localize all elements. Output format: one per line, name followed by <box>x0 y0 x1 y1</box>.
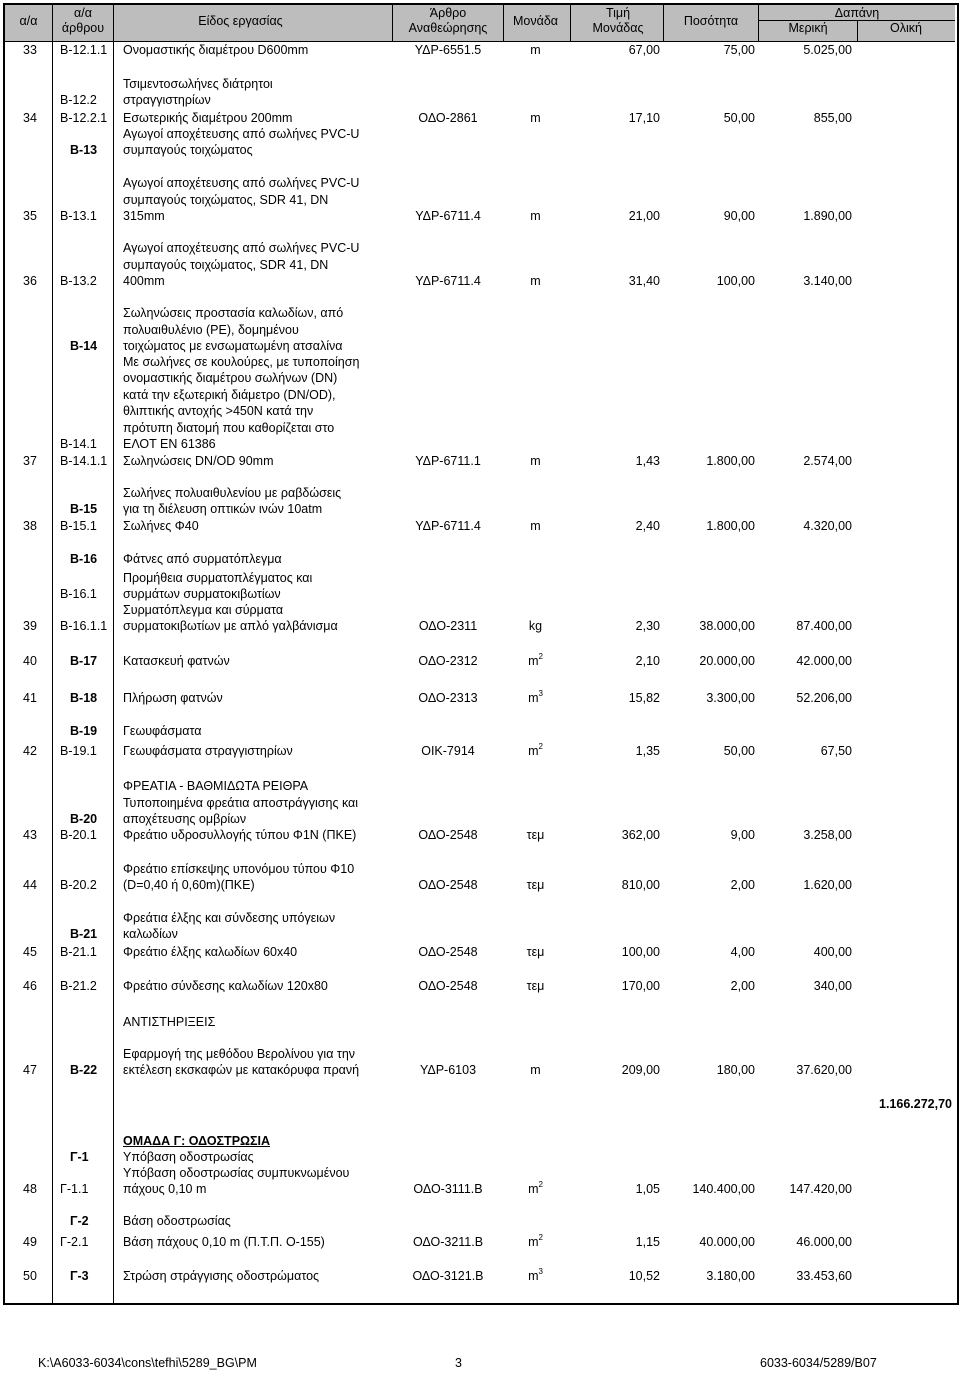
quantity: 10,52 <box>628 1269 660 1283</box>
article-code: Β-14 <box>70 339 98 353</box>
article-code: Γ-3 <box>70 1269 89 1283</box>
unit-symbol: m <box>530 1063 541 1077</box>
quantity: 209,00 <box>621 1063 660 1077</box>
work-description-line: Γεωυφάσματα <box>123 724 202 738</box>
quantity: 1,15 <box>635 1235 660 1249</box>
work-description-line: αποχέτευσης ομβρίων <box>123 812 247 826</box>
work-description-line: Σωλήνες πολυαιθυλενίου με ραβδώσεις <box>123 485 342 500</box>
header-aa-arthrou-2: άρθρου <box>61 21 105 35</box>
unit-symbol: m <box>528 1235 539 1249</box>
row-number: 40 <box>23 654 37 668</box>
revision-article: ΟΔΟ-2548 <box>418 878 478 892</box>
work-description-line: Τυποποιημένα φρεάτια αποστράγγισης και <box>123 795 359 810</box>
work-description-line: Φρεάτιο σύνδεσης καλωδίων 120x80 <box>123 979 328 993</box>
article-code: Β-20 <box>70 812 98 826</box>
total-cost: 1.166.272,70 <box>879 1097 952 1111</box>
row-number: 48 <box>23 1182 37 1196</box>
unit <box>503 619 568 634</box>
article-code: Β-20.2 <box>60 878 97 892</box>
quantity: 67,00 <box>628 43 660 57</box>
work-description-line: πάχους 0,10 m <box>123 1182 207 1196</box>
article-code: Β-18 <box>70 691 98 705</box>
quantity: 1,43 <box>635 454 660 468</box>
partial-cost: 2.574,00 <box>803 454 852 468</box>
work-description-line: (D=0,40 ή 0,60m)(ΠΚΕ) <box>123 878 255 892</box>
partial-cost: 855,00 <box>813 111 852 125</box>
work-description-line: Φάτνες από συρματόπλεγμα <box>123 552 282 566</box>
work-description-line: ΑΝΤΙΣΤΗΡΙΞΕΙΣ <box>123 1015 216 1029</box>
work-description-line: Σωλήνες Φ40 <box>123 519 199 533</box>
boq-sheet <box>3 3 957 1303</box>
row-number: 49 <box>23 1235 37 1249</box>
article-code: Β-13.1 <box>60 209 97 223</box>
quantity: 15,82 <box>628 691 660 705</box>
row-number: 39 <box>23 619 37 633</box>
work-description-line: Πλήρωση φατνών <box>123 691 223 705</box>
unit <box>503 741 568 759</box>
unit <box>503 945 568 960</box>
article-code: Β-20.1 <box>60 828 97 842</box>
unit-price: 4,00 <box>730 945 755 959</box>
unit-symbol: m <box>530 209 541 223</box>
article-code: Β-17 <box>70 654 98 668</box>
work-description-line: εκτέλεση εκσκαφών με κατακόρυφα πρανή <box>123 1063 360 1077</box>
revision-article: ΥΔΡ-6711.4 <box>415 519 481 533</box>
unit <box>503 688 568 706</box>
partial-cost: 87.400,00 <box>796 619 852 633</box>
footer-page-number: 3 <box>455 1356 462 1370</box>
work-description-line: ονομαστικής διαμέτρου σωλήνων (DN) <box>123 371 338 385</box>
quantity: 1,35 <box>635 744 660 758</box>
quantity: 21,00 <box>628 209 660 223</box>
row-number: 34 <box>23 111 37 125</box>
article-code: Β-19 <box>70 724 98 738</box>
article-code: Β-21.1 <box>60 945 97 959</box>
row-number: 44 <box>23 878 37 892</box>
work-description-line: Εφαρμογή της μεθόδου Βερολίνου για την <box>123 1046 356 1061</box>
header-timi-1: Τιμή <box>605 6 631 20</box>
work-description-line: Υπόβαση οδοστρωσίας <box>123 1150 254 1164</box>
unit-symbol: kg <box>528 619 543 633</box>
work-description-line: Αγωγοί αποχέτευσης από σωλήνες PVC-U <box>123 241 360 255</box>
work-description-line: ΦΡΕΑΤΙΑ - ΒΑΘΜΙΔΩΤΑ ΡΕΙΘΡΑ <box>123 779 309 793</box>
partial-cost: 33.453,60 <box>796 1269 852 1283</box>
header-oliki: Ολική <box>890 21 922 35</box>
revision-article: ΟΔΟ-3111.Β <box>413 1182 483 1196</box>
quantity: 31,40 <box>628 274 660 288</box>
article-code: Β-16.1 <box>60 587 97 601</box>
work-description-line: Συρματόπλεγμα και σύρματα <box>123 602 284 617</box>
row-number: 43 <box>23 828 37 842</box>
partial-cost: 37.620,00 <box>796 1063 852 1077</box>
partial-cost: 42.000,00 <box>796 654 852 668</box>
article-code: Β-12.2.1 <box>60 111 108 125</box>
unit-price: 2,00 <box>730 979 755 993</box>
partial-cost: 3.140,00 <box>803 274 852 288</box>
unit-price: 75,00 <box>723 43 755 57</box>
work-description-line: συμπαγούς τοιχώματος <box>123 143 253 157</box>
header-meriki: Μερική <box>788 21 828 35</box>
work-description-line: Τσιμεντοσωλήνες διάτρητοι <box>123 76 273 91</box>
quantity: 362,00 <box>621 828 660 842</box>
unit-price: 50,00 <box>723 111 755 125</box>
unit <box>503 1063 568 1078</box>
work-description-line: κατά την εξωτερική διάμετρο (DN/OD), <box>123 387 336 402</box>
article-code: Γ-1.1 <box>60 1182 89 1196</box>
row-number: 45 <box>23 945 37 959</box>
unit-price: 1.800,00 <box>706 519 755 533</box>
quantity: 2,40 <box>635 519 660 533</box>
header-dapani: Δαπάνη <box>834 6 880 20</box>
unit-symbol: τεμ <box>526 945 545 959</box>
partial-cost: 3.258,00 <box>803 828 852 842</box>
unit-price: 90,00 <box>723 209 755 223</box>
row-number: 36 <box>23 274 37 288</box>
row-number: 47 <box>23 1063 37 1077</box>
revision-article: ΟΙΚ-7914 <box>421 744 475 758</box>
work-description-line: Βάση οδοστρωσίας <box>123 1214 231 1228</box>
unit <box>503 111 568 126</box>
row-number: 35 <box>23 209 37 223</box>
article-code: Β-21.2 <box>60 979 97 993</box>
article-code: Γ-2.1 <box>60 1235 89 1249</box>
work-description-line: 315mm <box>123 209 165 223</box>
unit-symbol: m <box>530 43 541 57</box>
unit-price: 50,00 <box>723 744 755 758</box>
revision-article: ΟΔΟ-2548 <box>418 945 478 959</box>
partial-cost: 340,00 <box>813 979 852 993</box>
article-code: Β-13.2 <box>60 274 97 288</box>
work-description-line: συμπαγούς τοιχώματος, SDR 41, DN <box>123 192 329 207</box>
header-aa-arthrou-1: α/α <box>74 6 92 20</box>
unit <box>503 519 568 534</box>
unit-price: 100,00 <box>716 274 755 288</box>
work-description-line: καλωδίων <box>123 927 178 941</box>
work-description-line: συμπαγούς τοιχώματος, SDR 41, DN <box>123 257 329 272</box>
article-code: Β-12.2 <box>60 93 97 107</box>
unit-price: 20.000,00 <box>699 654 755 668</box>
quantity: 100,00 <box>621 945 660 959</box>
row-number: 33 <box>23 43 37 57</box>
partial-cost: 4.320,00 <box>803 519 852 533</box>
article-code: Β-15 <box>70 502 98 516</box>
work-description-line: Κατασκευή φατνών <box>123 654 230 668</box>
work-description-line: συρματοκιβωτίων με απλό γαλβάνισμα <box>123 619 338 633</box>
unit-price: 9,00 <box>730 828 755 842</box>
unit-exponent: 3 <box>538 1266 543 1276</box>
article-code: Β-15.1 <box>60 519 97 533</box>
unit <box>503 651 568 669</box>
revision-article: ΥΔΡ-6711.4 <box>415 274 481 288</box>
work-description-line: 400mm <box>123 274 165 288</box>
revision-article: ΟΔΟ-2548 <box>418 979 478 993</box>
header-monada: Μονάδα <box>512 14 559 28</box>
work-description-line: Φρεάτιο έλξης καλωδίων 60x40 <box>123 945 298 959</box>
unit <box>503 1179 568 1197</box>
work-description-line: συρμάτων συρματοκιβωτίων <box>123 587 281 601</box>
quantity: 1,05 <box>635 1182 660 1196</box>
article-code: Β-19.1 <box>60 744 97 758</box>
unit <box>503 43 568 58</box>
row-number: 38 <box>23 519 37 533</box>
unit-symbol: m <box>530 519 541 533</box>
revision-article: ΥΔΡ-6103 <box>419 1063 477 1077</box>
header-arthro-2: Αναθεώρησης <box>408 21 488 35</box>
unit-price: 3.180,00 <box>706 1269 755 1283</box>
work-description-line: Γεωυφάσματα στραγγιστηρίων <box>123 744 293 758</box>
header-aa: α/α <box>19 14 38 28</box>
unit-symbol: m <box>528 691 539 705</box>
article-code: Β-13 <box>70 143 98 157</box>
work-description-line: Με σωλήνες σε κουλούρες, με τυποποίηση <box>123 354 360 369</box>
unit-symbol: m <box>528 1269 539 1283</box>
unit <box>503 274 568 289</box>
work-description-line: ΕΛΟΤ ΕΝ 61386 <box>123 437 216 451</box>
work-description-line: Προμήθεια συρματοπλέγματος και <box>123 570 313 585</box>
revision-article: ΥΔΡ-6711.1 <box>415 454 481 468</box>
article-code: Β-14.1.1 <box>60 454 108 468</box>
work-description-line: Σωληνώσεις προστασία καλωδίων, από <box>123 306 344 320</box>
partial-cost: 147.420,00 <box>789 1182 852 1196</box>
quantity: 810,00 <box>621 878 660 892</box>
unit-exponent: 2 <box>538 1232 543 1242</box>
row-number: 50 <box>23 1269 37 1283</box>
work-description-line: Αγωγοί αποχέτευσης από σωλήνες PVC-U <box>123 126 360 141</box>
unit-exponent: 2 <box>538 651 543 661</box>
work-description-line: πολυαιθυλένιο (PE), δομημένου <box>123 322 299 337</box>
unit-exponent: 2 <box>538 741 543 751</box>
footer-path: K:\A6033-6034\cons\tefhi\5289_BG\PM <box>38 1356 257 1370</box>
revision-article: ΟΔΟ-2313 <box>418 691 478 705</box>
revision-article: ΟΔΟ-2548 <box>418 828 478 842</box>
partial-cost: 46.000,00 <box>796 1235 852 1249</box>
revision-article: ΟΔΟ-2311 <box>418 619 478 633</box>
work-description-line: Εσωτερικής διαμέτρου 200mm <box>123 111 293 125</box>
work-description-line: πρότυπη διατομή που καθορίζεται στο <box>123 420 335 435</box>
article-code: Γ-1 <box>70 1150 89 1164</box>
unit-symbol: τεμ <box>526 828 545 842</box>
unit-symbol: τεμ <box>526 878 545 892</box>
revision-article: ΥΔΡ-6551.5 <box>414 43 482 57</box>
unit-symbol: τεμ <box>526 979 545 993</box>
revision-article: ΟΔΟ-2312 <box>418 654 478 668</box>
unit-symbol: m <box>528 654 539 668</box>
work-description-line: Ονομαστικής διαμέτρου D600mm <box>123 43 309 57</box>
work-description-line: Φρεάτια έλξης και σύνδεσης υπόγειων <box>123 910 336 925</box>
unit-price: 38.000,00 <box>699 619 755 633</box>
unit-exponent: 3 <box>538 688 543 698</box>
article-code: Β-16.1.1 <box>60 619 108 633</box>
article-code: Γ-2 <box>70 1214 89 1228</box>
article-code: Β-21 <box>70 927 98 941</box>
unit-symbol: m <box>530 111 541 125</box>
unit-price: 140.400,00 <box>692 1182 755 1196</box>
quantity: 2,10 <box>635 654 660 668</box>
work-description-line: Σωληνώσεις DN/OD 90mm <box>123 454 274 468</box>
revision-article: ΟΔΟ-3121.Β <box>412 1269 484 1283</box>
article-code: Β-22 <box>70 1063 98 1077</box>
footer-reference: 6033-6034/5289/B07 <box>760 1356 877 1370</box>
quantity: 17,10 <box>628 111 660 125</box>
row-number: 37 <box>23 454 37 468</box>
work-description-line: Φρεάτιο υδροσυλλογής τύπου Φ1Ν (ΠΚΕ) <box>123 828 357 842</box>
header-eidos: Είδος εργασίας <box>198 14 283 28</box>
unit-symbol: m <box>530 274 541 288</box>
unit-exponent: 2 <box>538 1179 543 1189</box>
row-number: 42 <box>23 744 37 758</box>
unit-price: 3.300,00 <box>706 691 755 705</box>
work-description-line: ΟΜΑΔΑ Γ: ΟΔΟΣΤΡΩΣΙΑ <box>123 1133 271 1148</box>
unit-symbol: m <box>528 744 539 758</box>
header-timi-2: Μονάδας <box>592 21 644 35</box>
partial-cost: 5.025,00 <box>803 43 852 57</box>
unit <box>503 878 568 893</box>
unit <box>503 1232 568 1250</box>
work-description-line: για τη διέλευση οπτικών ινών 10atm <box>123 502 323 516</box>
header-arthro-1: Άρθρο <box>429 6 467 20</box>
unit <box>503 828 568 843</box>
partial-cost: 1.890,00 <box>803 209 852 223</box>
unit-price: 1.800,00 <box>706 454 755 468</box>
work-description-line: τοιχώματος με ενσωματωμένη ατσαλίνα <box>123 339 343 353</box>
work-description-line: στραγγιστηρίων <box>123 93 211 107</box>
partial-cost: 67,50 <box>820 744 852 758</box>
partial-cost: 400,00 <box>813 945 852 959</box>
unit <box>503 979 568 994</box>
row-number: 41 <box>23 691 37 705</box>
unit-price: 40.000,00 <box>699 1235 755 1249</box>
work-description-line: Υπόβαση οδοστρωσίας συμπυκνωμένου <box>123 1165 350 1180</box>
quantity: 2,30 <box>635 619 660 633</box>
revision-article: ΟΔΟ-2861 <box>418 111 478 125</box>
work-description-line: Αγωγοί αποχέτευσης από σωλήνες PVC-U <box>123 176 360 190</box>
revision-article: ΟΔΟ-3211.Β <box>412 1235 484 1249</box>
unit-symbol: m <box>530 454 541 468</box>
partial-cost: 1.620,00 <box>803 878 852 892</box>
row-number: 46 <box>23 979 37 993</box>
work-description-line: Στρώση στράγγισης οδοστρώματος <box>123 1269 320 1283</box>
article-code: Β-14.1 <box>60 437 97 451</box>
quantity: 170,00 <box>621 979 660 993</box>
header-posotita: Ποσότητα <box>683 14 739 28</box>
article-code: Β-12.1.1 <box>60 43 108 57</box>
unit <box>503 209 568 224</box>
work-description-line: θλιπτικής αντοχής >450N κατά την <box>123 404 314 418</box>
work-description-line: Φρεάτιο επίσκεψης υπονόμου τύπου Φ10 <box>123 861 355 876</box>
partial-cost: 52.206,00 <box>796 691 852 705</box>
unit-price: 2,00 <box>730 878 755 892</box>
unit-price: 180,00 <box>716 1063 755 1077</box>
unit <box>503 1266 568 1284</box>
unit-symbol: m <box>528 1182 539 1196</box>
article-code: Β-16 <box>70 552 98 566</box>
unit <box>503 454 568 469</box>
work-description-line: Βάση πάχους 0,10 m (Π.Τ.Π. Ο-155) <box>123 1235 325 1249</box>
revision-article: ΥΔΡ-6711.4 <box>415 209 481 223</box>
